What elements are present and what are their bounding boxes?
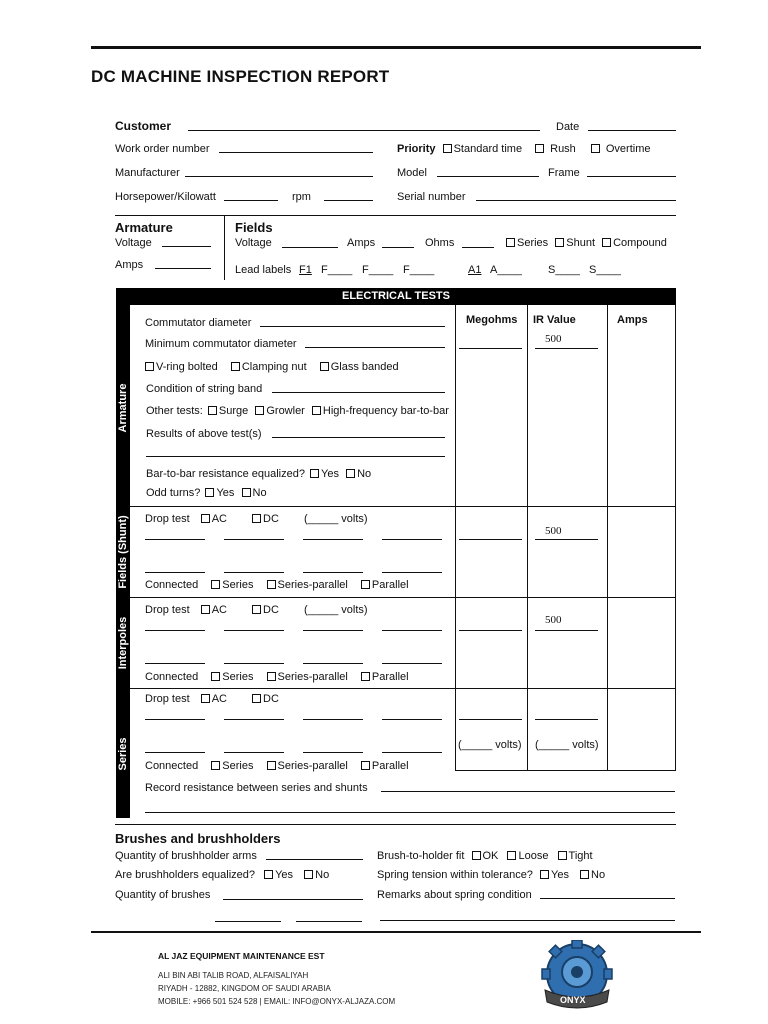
footer-rule [91,931,701,933]
series-ir-volts: (_____ volts) [535,739,599,751]
surge-label: Surge [218,405,249,417]
equalized-row [115,869,329,881]
electrical-tests-title: ELECTRICAL TESTS [342,290,450,302]
fields-parallel-checkbox[interactable] [361,580,370,589]
interpoles-reading-4[interactable] [382,630,442,631]
fields-reading-3[interactable] [303,539,363,540]
interpoles-section-tab [116,598,130,688]
connected-label: Connected [145,760,199,772]
fields-reading-8[interactable] [382,572,442,573]
series-section-tab [116,690,130,818]
series-series-checkbox[interactable] [211,761,220,770]
series-section-label: Series [117,737,129,771]
megohms-header: Megohms [466,314,518,326]
frame-label: Frame [548,167,580,179]
min-commutator-diameter-field[interactable] [305,347,445,348]
electrical-bottom-rule [115,824,676,825]
series-parallel-label: Series-parallel [277,760,348,772]
rpm-field[interactable] [324,200,373,201]
series-ac-checkbox[interactable] [201,694,210,703]
shunt-label: Shunt [566,237,595,249]
customer-field[interactable] [188,130,540,131]
fields-ohms-field[interactable] [462,247,494,248]
series-dc-checkbox[interactable] [252,694,261,703]
shunt-checkbox[interactable] [555,238,564,247]
series-drop-test-row [145,693,279,705]
surge-checkbox[interactable] [208,406,217,415]
overtime-checkbox[interactable] [591,144,600,153]
dc-label: DC [263,604,279,616]
series-checkbox[interactable] [506,238,515,247]
record-resistance-field-2[interactable] [145,812,675,813]
fields-reading-4[interactable] [382,539,442,540]
interpoles-ir-value: 500 [545,614,562,626]
fit-loose-checkbox[interactable] [507,851,516,860]
lead-s1[interactable]: S____ [548,264,580,276]
fields-section-label: Fields (Shunt) [117,515,129,589]
overtime-label: Overtime [605,143,651,155]
armature-amps-field[interactable] [155,268,211,269]
armature-fields-divider [224,216,225,280]
grid-left-border [455,305,456,771]
connected-label: Connected [145,579,199,591]
priority-row [397,143,651,155]
spring-label: Spring tension within tolerance? [377,869,533,881]
spring-no-label: No [591,869,606,881]
top-rule [91,46,701,49]
fields-series-parallel-checkbox[interactable] [267,580,276,589]
drop-test-label: Drop test [145,513,190,525]
date-field[interactable] [588,130,676,131]
fields-reading-5[interactable] [145,572,205,573]
fields-reading-6[interactable] [224,572,284,573]
grid-col-divider-2 [607,305,608,771]
fit-tight-label: Tight [568,850,593,862]
odd-turns-label: Odd turns? [146,487,201,499]
parallel-label: Parallel [371,760,409,772]
fields-ir-field[interactable] [535,539,598,540]
ac-label: AC [211,693,227,705]
company-logo [540,940,614,1012]
gear-logo-icon [540,940,614,1012]
armature-section-tab [116,309,130,506]
series-ir-field[interactable] [535,719,598,720]
hf-bar-label: High-frequency bar-to-bar [322,405,449,417]
commutator-diameter-label: Commutator diameter [145,317,252,329]
rush-checkbox[interactable] [535,144,544,153]
drop-test-label: Drop test [145,604,190,616]
series-option-label: Series [222,671,254,683]
footer-contact: MOBILE: +966 501 524 528 | EMAIL: INFO@ONYX-ALJAZA.COM [158,997,396,1006]
series-reading-5[interactable] [145,752,205,753]
series-series-parallel-checkbox[interactable] [267,761,276,770]
fields-section-tab [116,508,130,596]
interpoles-section-label: Interpoles [117,616,129,670]
series-reading-2[interactable] [224,719,284,720]
fields-ir-value: 500 [545,525,562,537]
odd-turns-no-label: No [252,487,267,499]
fields-ohms-label: Ohms [425,237,455,249]
logo-text: ONYX [560,995,586,1005]
rpm-label: rpm [292,191,311,203]
results-label: Results of above test(s) [146,428,262,440]
amps-header: Amps [617,314,648,326]
bar-to-bar-row [146,468,371,480]
bar-to-bar-no-checkbox[interactable] [346,469,355,478]
lead-f4[interactable]: F____ [403,264,435,276]
interpoles-reading-5[interactable] [145,663,205,664]
v-ring-label: V-ring bolted [156,361,218,373]
armature-fields-top-rule [115,215,676,216]
fields-megohms-field[interactable] [459,539,522,540]
odd-turns-yes-label: Yes [216,487,235,499]
interpoles-reading-6[interactable] [224,663,284,664]
fields-type-options [506,237,667,249]
results-field[interactable] [272,437,445,438]
remarks-field-2[interactable] [380,920,675,921]
hp-kw-label: Horsepower/Kilowatt [115,191,216,203]
interpoles-drop-test-row [145,604,368,616]
bar-to-bar-no-label: No [357,468,372,480]
series-reading-6[interactable] [224,752,284,753]
qty-brushes-label: Quantity of brushes [115,889,211,901]
interpoles-reading-8[interactable] [382,663,442,664]
spring-row [377,869,605,881]
lead-s2[interactable]: S____ [589,264,621,276]
fields-voltage-label: Voltage [235,237,272,249]
interpoles-series-checkbox[interactable] [211,672,220,681]
other-tests-row [146,405,449,417]
spring-yes-checkbox[interactable] [540,870,549,879]
serial-label: Serial number [397,191,466,203]
clamping-nut-checkbox[interactable] [231,362,240,371]
grid-col-divider-1 [527,305,528,771]
fit-row [377,850,593,862]
fields-connected-row [145,579,409,591]
volts-label: (_____ volts) [304,513,368,525]
spring-no-checkbox[interactable] [580,870,589,879]
growler-checkbox[interactable] [255,406,264,415]
string-band-label: Condition of string band [146,383,263,395]
series-reading-4[interactable] [382,719,442,720]
fields-ac-checkbox[interactable] [201,514,210,523]
equalized-yes-label: Yes [275,869,294,881]
dc-label: DC [263,693,279,705]
fit-ok-checkbox[interactable] [472,851,481,860]
qty-arms-field[interactable] [266,859,363,860]
frame-field[interactable] [587,176,676,177]
other-tests-label: Other tests: [146,405,203,417]
lead-f2[interactable]: F____ [321,264,353,276]
page-title: DC MACHINE INSPECTION REPORT [91,67,390,86]
model-field[interactable] [437,176,539,177]
fields-voltage-field[interactable] [282,247,338,248]
work-order-field[interactable] [219,152,373,153]
interpoles-reading-3[interactable] [303,630,363,631]
series-reading-7[interactable] [303,752,363,753]
fit-ok-label: OK [482,850,499,862]
equalized-label: Are brushholders equalized? [115,869,256,881]
interpoles-dc-checkbox[interactable] [252,605,261,614]
hp-kw-field[interactable] [224,200,278,201]
section-divider-1 [130,506,676,507]
bar-to-bar-yes-checkbox[interactable] [310,469,319,478]
fields-dc-checkbox[interactable] [252,514,261,523]
series-parallel-checkbox[interactable] [361,761,370,770]
bar-to-bar-label: Bar-to-bar resistance equalized? [146,468,305,480]
armature-megohms-field[interactable] [459,348,522,349]
series-reading-3[interactable] [303,719,363,720]
glass-banded-label: Glass banded [330,361,399,373]
connected-label: Connected [145,671,199,683]
equalized-no-checkbox[interactable] [304,870,313,879]
manufacturer-field[interactable] [185,176,373,177]
standard-time-label: Standard time [453,143,523,155]
lead-a1: A1 [468,264,482,276]
series-label: Series [517,237,549,249]
bar-to-bar-yes-label: Yes [321,468,339,480]
remarks-field[interactable] [540,898,675,899]
interpoles-megohms-field[interactable] [459,630,522,631]
record-resistance-field[interactable] [381,791,675,792]
interpoles-series-parallel-checkbox[interactable] [267,672,276,681]
drop-test-label: Drop test [145,693,190,705]
brushes-title: Brushes and brushholders [115,831,281,846]
grid-right-border [675,305,676,771]
ac-label: AC [211,604,227,616]
equalized-no-label: No [315,869,330,881]
armature-amps-label: Amps [115,259,144,271]
series-parallel-label: Series-parallel [277,579,348,591]
dc-label: DC [263,513,279,525]
interpoles-reading-2[interactable] [224,630,284,631]
compound-label: Compound [613,237,667,249]
glass-banded-checkbox[interactable] [320,362,329,371]
lead-labels-label: Lead labels [235,264,292,276]
qty-brushes-field[interactable] [223,899,363,900]
customer-label: Customer [115,119,172,133]
section-divider-2 [130,597,676,598]
series-connected-row [145,760,409,772]
odd-turns-no-checkbox[interactable] [242,488,251,497]
model-label: Model [397,167,427,179]
series-option-label: Series [222,760,254,772]
interpoles-reading-1[interactable] [145,630,205,631]
fit-loose-label: Loose [518,850,549,862]
lead-f3[interactable]: F____ [362,264,394,276]
armature-section-label: Armature [117,383,129,432]
grid-bottom-border [455,770,676,771]
interpoles-reading-7[interactable] [303,663,363,664]
fields-amps-label: Amps [347,237,376,249]
armature-voltage-label: Voltage [115,237,152,249]
fields-title: Fields [235,220,273,235]
fields-reading-7[interactable] [303,572,363,573]
spring-yes-label: Yes [551,869,569,881]
priority-label: Priority [397,143,436,155]
growler-label: Growler [266,405,305,417]
rush-label: Rush [550,143,576,155]
brushes-extra-field-1[interactable] [215,921,281,922]
parallel-label: Parallel [371,579,409,591]
string-band-field[interactable] [272,392,445,393]
armature-voltage-field[interactable] [162,246,211,247]
interpoles-ac-checkbox[interactable] [201,605,210,614]
series-option-label: Series [222,579,254,591]
date-label: Date [556,121,580,133]
section-divider-3 [130,688,676,689]
armature-ir-field[interactable] [535,348,598,349]
interpoles-ir-field[interactable] [535,630,598,631]
lead-a2[interactable]: A____ [490,264,522,276]
qty-arms-label: Quantity of brushholder arms [115,850,257,862]
series-megohms-field[interactable] [459,719,522,720]
footer-address-1: ALI BIN ABI TALIB ROAD, ALFAISALIYAH [158,971,309,980]
v-ring-checkbox[interactable] [145,362,154,371]
footer-company: AL JAZ EQUIPMENT MAINTENANCE EST [158,951,325,961]
series-megohms-volts: (_____ volts) [458,739,522,751]
hf-bar-checkbox[interactable] [312,406,321,415]
min-commutator-diameter-label: Minimum commutator diameter [145,338,297,350]
serial-field[interactable] [476,200,676,201]
manufacturer-label: Manufacturer [115,167,180,179]
standard-time-checkbox[interactable] [443,144,452,153]
armature-title: Armature [115,220,173,235]
results-field-2[interactable] [146,456,445,457]
ir-value-header: IR Value [533,314,576,326]
fields-series-checkbox[interactable] [211,580,220,589]
fields-reading-2[interactable] [224,539,284,540]
series-reading-1[interactable] [145,719,205,720]
interpoles-parallel-checkbox[interactable] [361,672,370,681]
electrical-tests-header [116,288,676,305]
odd-turns-yes-checkbox[interactable] [205,488,214,497]
fields-amps-field[interactable] [382,247,414,248]
interpoles-connected-row [145,671,409,683]
volts-label: (_____ volts) [304,604,368,616]
record-resistance-label: Record resistance between series and shunts [145,782,368,794]
banding-options [145,361,399,373]
brushes-extra-field-2[interactable] [296,921,362,922]
series-parallel-label: Series-parallel [277,671,348,683]
parallel-label: Parallel [371,671,409,683]
compound-checkbox[interactable] [602,238,611,247]
fit-label: Brush-to-holder fit [377,850,465,862]
work-order-label: Work order number [115,143,210,155]
remarks-label: Remarks about spring condition [377,889,532,901]
fields-drop-test-row [145,513,368,525]
commutator-diameter-field[interactable] [260,326,445,327]
series-reading-8[interactable] [382,752,442,753]
odd-turns-row [146,487,267,499]
ac-label: AC [211,513,227,525]
footer-address-2: RIYADH - 12882, KINGDOM OF SAUDI ARABIA [158,984,331,993]
armature-ir-value: 500 [545,333,562,345]
fields-reading-1[interactable] [145,539,205,540]
fit-tight-checkbox[interactable] [558,851,567,860]
lead-f1: F1 [299,264,312,276]
equalized-yes-checkbox[interactable] [264,870,273,879]
clamping-nut-label: Clamping nut [241,361,307,373]
